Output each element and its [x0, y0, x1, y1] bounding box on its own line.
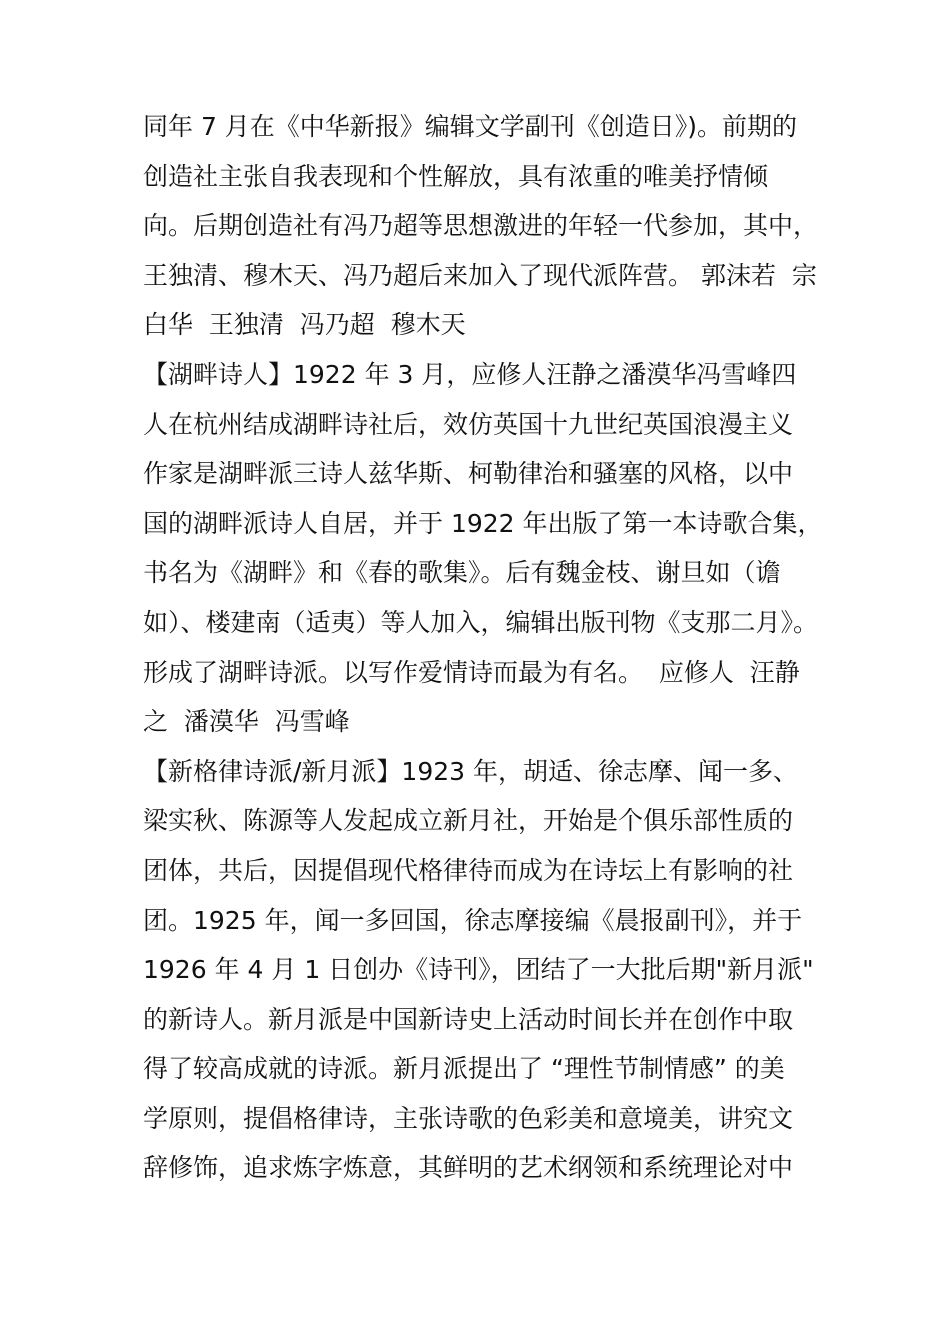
text-line: 的新诗人。新月派是中国新诗史上活动时间长并在创作中取 [143, 1004, 794, 1034]
text-line: 白华 王独清 冯乃超 穆木天 [143, 310, 466, 340]
text-line: 1926 年 4 月 1 日创办《诗刊》，团结了一大批后期"新月派" [143, 955, 814, 985]
text-line: 形成了湖畔诗派。以写作爱情诗而最为有名。 应修人 汪静 [143, 657, 800, 687]
text-line: 国的湖畔派诗人自居，并于 1922 年出版了第一本诗歌合集， [143, 508, 823, 538]
text-line: 团。1925 年，闻一多回国，徐志摩接编《晨报副刊》，并于 [143, 905, 803, 935]
text-line: 之 潘漠华 冯雪峰 [143, 707, 350, 737]
text-line: 向。后期创造社有冯乃超等思想激进的年轻一代参加，其中， [143, 211, 819, 241]
text-line: 创造社主张自我表现和个性解放，具有浓重的唯美抒情倾 [143, 161, 769, 191]
text-line: 同年 7 月在《中华新报》编辑文学副刊《创造日》)。前期的 [143, 112, 798, 141]
text-line: 作家是湖畔派三诗人兹华斯、柯勒律治和骚塞的风格，以中 [143, 459, 794, 489]
text-line: 得了较高成就的诗派。新月派提出了 “理性节制情感” 的美 [143, 1054, 785, 1084]
text-line: 团体，共后，因提倡现代格律待而成为在诗坛上有影响的社 [143, 855, 794, 885]
text-line: 如）、楼建南（适夷）等人加入，编辑出版刊物《支那二月》。 [143, 607, 819, 637]
text-line: 学原则，提倡格律诗，主张诗歌的色彩美和意境美，讲究文 [143, 1103, 794, 1133]
text-line: 梁实秋、陈源等人发起成立新月社，开始是个俱乐部性质的 [143, 806, 794, 836]
text-line: 书名为《湖畔》和《春的歌集》。后有魏金枝、谢旦如（谵 [143, 558, 781, 588]
text-line: 辞修饰，追求炼字炼意，其鲜明的艺术纲领和系统理论对中 [143, 1153, 794, 1183]
section-heading-line: 【湖畔诗人】1922 年 3 月，应修人汪静之潘漠华冯雪峰四 [143, 359, 797, 389]
section-heading-line: 【新格律诗派/新月派】1923 年，胡适、徐志摩、闻一多、 [143, 756, 798, 786]
text-line: 王独清、穆木天、冯乃超后来加入了现代派阵营。 郭沫若 宗 [143, 260, 817, 290]
text-line: 人在杭州结成湖畔诗社后，效仿英国十九世纪英国浪漫主义 [143, 409, 794, 439]
body-text [143, 102, 823, 1193]
